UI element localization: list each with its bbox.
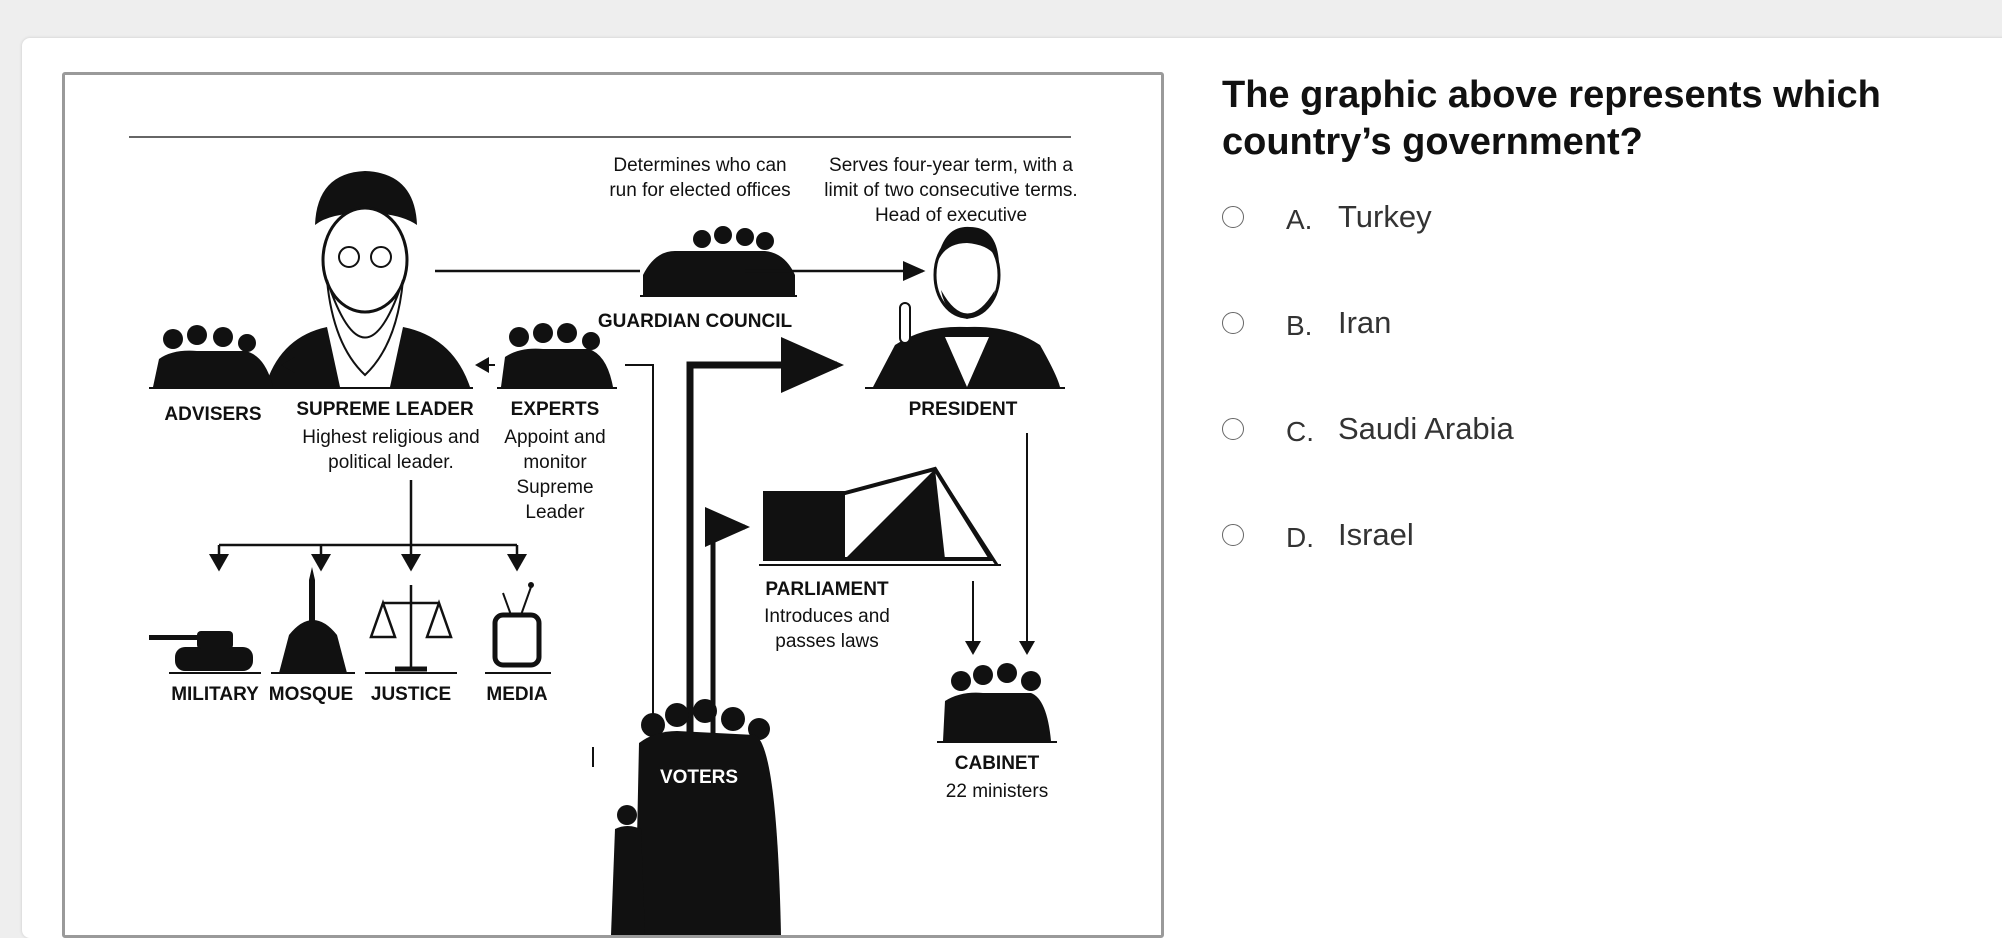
option-b-letter: B. — [1286, 310, 1313, 341]
parliament-icon — [759, 469, 1001, 565]
label-parliament: PARLIAMENT — [765, 579, 889, 600]
option-a-text: Turkey — [1338, 199, 1432, 234]
supreme-leader-icon — [261, 171, 473, 388]
option-c-text: Saudi Arabia — [1338, 411, 1514, 446]
diagram-svg — [65, 75, 1161, 935]
radio-a-icon[interactable] — [1222, 206, 1244, 228]
option-a-letter: A. — [1286, 204, 1313, 235]
label-guardian-council: GUARDIAN COUNCIL — [597, 311, 793, 332]
option-c[interactable] — [1222, 407, 1982, 451]
supreme-leader-desc-line1: Highest religious and — [302, 427, 480, 448]
president-note-line3: Head of executive — [874, 205, 1028, 226]
experts-desc-line4: Leader — [525, 502, 585, 523]
question-text: The graphic above represents which country’s government? — [1222, 74, 1881, 163]
radio-b-icon[interactable] — [1222, 312, 1244, 334]
government-diagram — [62, 72, 1164, 938]
option-d-letter: D. — [1286, 522, 1314, 553]
option-b-text: Iran — [1338, 305, 1392, 340]
label-advisers: ADVISERS — [164, 404, 262, 425]
option-b[interactable] — [1222, 301, 1982, 345]
option-d[interactable] — [1222, 513, 1982, 557]
radio-d-icon[interactable] — [1222, 524, 1244, 546]
label-military: MILITARY — [171, 684, 259, 705]
label-supreme-leader: SUPREME LEADER — [296, 399, 474, 420]
experts-icon — [497, 323, 617, 388]
president-icon — [865, 227, 1065, 388]
option-d-text: Israel — [1338, 517, 1414, 552]
experts-desc-line1: Appoint and — [504, 427, 606, 448]
mosque-icon — [271, 567, 355, 673]
cabinet-icon — [937, 663, 1057, 742]
label-media: MEDIA — [486, 684, 548, 705]
label-experts: EXPERTS — [510, 399, 600, 420]
supreme-leader-desc-line2: political leader. — [328, 452, 454, 473]
svg-text:Determines who can — [613, 155, 786, 176]
option-c-letter: C. — [1286, 416, 1314, 447]
justice-icon — [365, 585, 457, 673]
label-voters: VOTERS — [659, 767, 739, 788]
guardian-note-line1: Determines who can — [613, 155, 787, 176]
president-note-line2: limit of two consecutive terms. — [824, 180, 1078, 201]
guardian-council-icon — [640, 226, 797, 296]
radio-c-icon[interactable] — [1222, 418, 1244, 440]
guardian-note-line2: run for elected offices — [609, 180, 791, 201]
experts-desc-line2: monitor — [523, 452, 587, 473]
label-president: PRESIDENT — [908, 399, 1018, 420]
voters-icon — [611, 699, 781, 935]
option-a[interactable] — [1222, 195, 1982, 239]
svg-text:run for elected offices — [609, 180, 790, 201]
parliament-desc-line2: passes laws — [775, 631, 879, 652]
label-mosque: MOSQUE — [268, 684, 354, 705]
media-icon — [485, 582, 551, 673]
military-icon — [149, 631, 261, 673]
label-cabinet: CABINET — [954, 753, 1040, 774]
president-note-line1: Serves four-year term, with a — [829, 155, 1073, 176]
parliament-desc-line1: Introduces and — [764, 606, 890, 627]
advisers-icon — [149, 325, 277, 388]
cabinet-desc: 22 ministers — [945, 781, 1049, 802]
label-justice: JUSTICE — [370, 684, 452, 705]
experts-desc-line3: Supreme — [516, 477, 594, 498]
